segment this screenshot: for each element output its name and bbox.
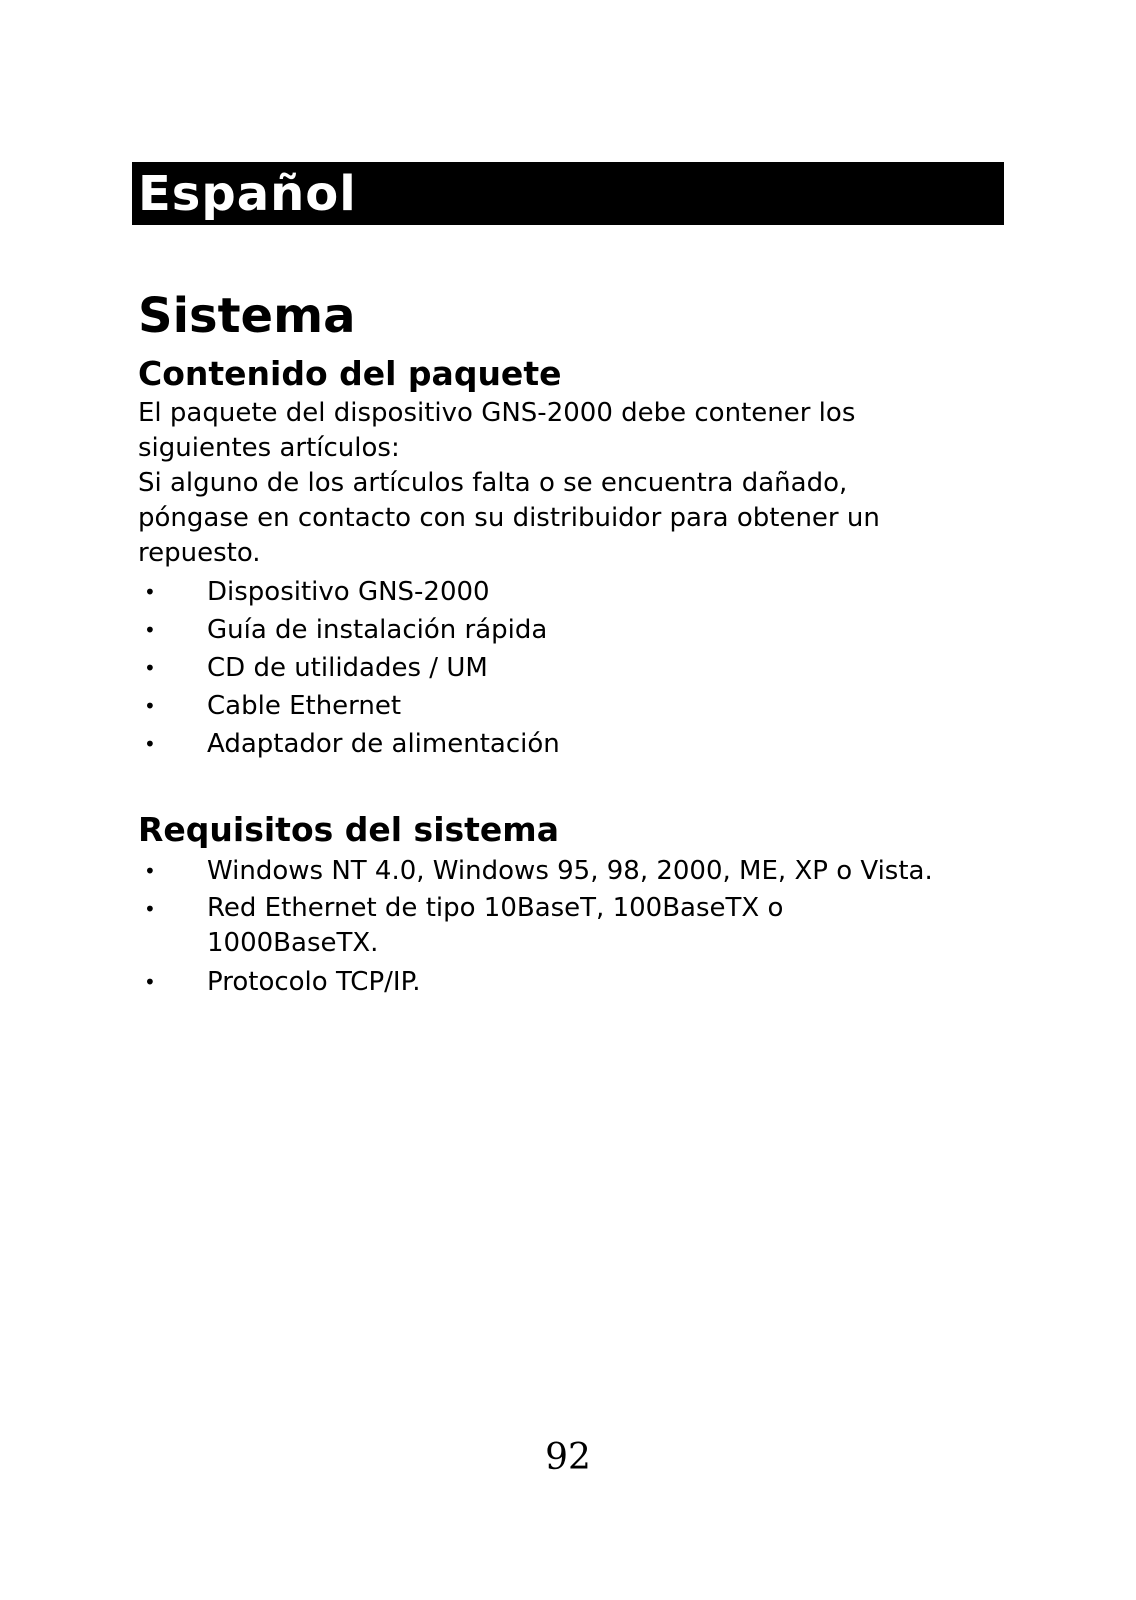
bullet-icon: • xyxy=(144,656,156,680)
bullet-icon: • xyxy=(144,618,156,642)
requirements-list xyxy=(138,852,1018,1001)
list-item-text: Adaptador de alimentación xyxy=(207,729,560,759)
system-requirements-heading: Requisitos del sistema xyxy=(138,810,559,849)
list-item xyxy=(138,649,1018,687)
list-item xyxy=(138,890,807,963)
list-item-text: Cable Ethernet xyxy=(207,691,402,721)
bullet-icon: • xyxy=(144,732,156,756)
list-item xyxy=(138,573,1018,611)
bullet-icon: • xyxy=(144,580,156,604)
list-item-text: Red Ethernet de tipo 10BaseT, 100BaseTX o 1000BaseTX. xyxy=(207,893,784,958)
bullet-icon: • xyxy=(144,694,156,718)
list-item xyxy=(138,725,1018,763)
package-contents-paragraph: El paquete del dispositivo GNS-2000 debe contener los siguientes artículos: xyxy=(138,398,856,463)
page-number: 92 xyxy=(545,1437,591,1478)
language-label: Español xyxy=(138,166,357,222)
package-contents-section xyxy=(138,352,1018,763)
list-item xyxy=(138,852,1018,890)
package-items-list xyxy=(138,573,1018,763)
bullet-icon: • xyxy=(144,859,156,883)
package-contents-heading: Contenido del paquete xyxy=(138,354,562,393)
list-item xyxy=(138,687,1018,725)
page-title: Sistema xyxy=(138,288,356,344)
system-requirements-section xyxy=(138,808,1018,1001)
missing-items-paragraph: Si alguno de los artículos falta o se encuentra dañado, póngase en contacto con su distribuidor para obtener un repuesto. xyxy=(138,468,880,568)
bullet-icon: • xyxy=(144,970,156,994)
list-item-text: Dispositivo GNS-2000 xyxy=(207,577,490,607)
list-item-text: Protocolo TCP/IP. xyxy=(207,967,421,997)
list-item-text: Guía de instalación rápida xyxy=(207,615,548,645)
list-item-text: CD de utilidades / UM xyxy=(207,653,488,683)
list-item-text: Windows NT 4.0, Windows 95, 98, 2000, ME, XP o Vista. xyxy=(207,856,933,886)
language-banner xyxy=(132,162,1004,225)
list-item xyxy=(138,963,1018,1001)
list-item xyxy=(138,611,1018,649)
bullet-icon: • xyxy=(144,897,156,921)
